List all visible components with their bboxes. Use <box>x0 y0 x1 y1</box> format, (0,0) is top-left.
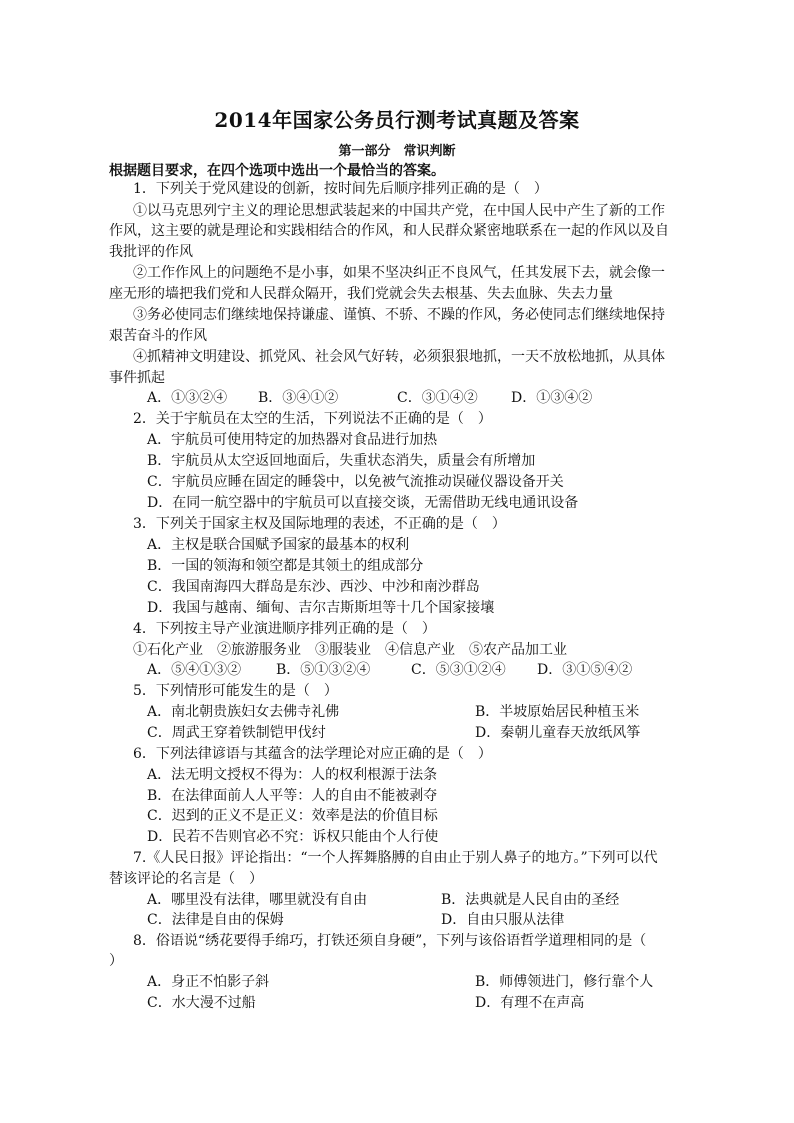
question-stem-line-1: 8．俗语说“绣花要得手绵巧，打铁还须自身硬”，下列与该俗语哲学道理相同的是（ <box>133 933 647 949</box>
instructions: 根据题目要求，在四个选项中选出一个最恰当的答案。 <box>109 163 445 179</box>
option-a: A．宇航员可使用特定的加热器对食品进行加热 <box>147 432 438 448</box>
option-c: C．迟到的正义不是正义：效率是法的价值目标 <box>147 808 438 824</box>
option-a: A．南北朝贵族妇女去佛寺礼佛 <box>147 704 340 720</box>
option-d: D．秦朝儿童春天放纸风筝 <box>475 725 641 741</box>
option-d: D．自由只服从法律 <box>441 912 565 928</box>
option-c: C．周武王穿着铁制铠甲伐纣 <box>147 725 326 741</box>
question-stem: 4．下列按主导产业演进顺序排列正确的是（ ） <box>133 621 436 637</box>
option-d: D．在同一航空器中的宇航员可以直接交谈，无需借助无线电通讯设备 <box>147 495 579 511</box>
option-c: C．法律是自由的保姆 <box>147 912 284 928</box>
statement-4-line-2: 事件抓起 <box>109 370 165 386</box>
statement-3-line-1: ③务必使同志们继续地保持谦虚、谨慎、不骄、不躁的作风，务必使同志们继续地保持 <box>133 307 665 323</box>
option-b: B．③④①② <box>258 390 339 406</box>
option-b: B．在法律面前人人平等：人的自由不能被剥夺 <box>147 788 438 804</box>
statement-2-line-1: ②工作作风上的问题绝不是小事，如果不坚决纠正不良风气，任其发展下去，就会像一 <box>133 265 665 281</box>
question-stem-line-1: 7.《人民日报》评论指出：“一个人挥舞胳膊的自由止于别人鼻子的地方。”下列可以代 <box>133 850 658 866</box>
statement-2-line-2: 座无形的墙把我们党和人民群众隔开，我们党就会失去根基、失去血脉、失去力量 <box>109 286 613 302</box>
option-a: A．⑤④①③② <box>147 662 242 678</box>
option-b: B．宇航员从太空返回地面后，失重状态消失，质量会有所增加 <box>147 453 536 469</box>
option-a: A．①③②④ <box>147 390 228 406</box>
question-stem: 3．下列关于国家主权及国际地理的表述，不正确的是（ ） <box>133 516 506 532</box>
option-d: D．①③④② <box>511 390 593 406</box>
option-d: D．我国与越南、缅甸、吉尔吉斯斯坦等十几个国家接壤 <box>147 600 495 616</box>
question-stem: 1．下列关于党风建设的创新，按时间先后顺序排列正确的是（ ） <box>133 181 548 197</box>
section-heading: 第一部分 常识判断 <box>338 144 456 159</box>
option-b: B．法典就是人民自由的圣经 <box>441 892 620 908</box>
question-stem-line-2: 替该评论的名言是（ ） <box>109 871 263 887</box>
question-stem: 5．下列情形可能发生的是（ ） <box>133 683 338 699</box>
option-b: B．⑤①③②④ <box>276 662 371 678</box>
option-d: D．有理不在声高 <box>475 995 585 1011</box>
option-a: A．身正不怕影子斜 <box>147 974 270 990</box>
option-a: A．主权是联合国赋予国家的最基本的权利 <box>147 537 410 553</box>
statement-1-line-1: ①以马克思列宁主义的理论思想武装起来的中国共产党，在中国人民中产生了新的工作 <box>133 203 665 219</box>
question-stem: 2．关于宇航员在太空的生活，下列说法不正确的是（ ） <box>133 411 492 427</box>
option-b: B．半坡原始居民种植玉米 <box>475 704 640 720</box>
document-title: 2014年国家公务员行测考试真题及答案 <box>214 108 580 132</box>
option-c: C．③①④② <box>397 390 478 406</box>
option-d: D．民若不告则官必不究：诉权只能由个人行使 <box>147 829 439 845</box>
option-b: B．师傅领进门，修行靠个人 <box>475 974 654 990</box>
option-c: C．我国南海四大群岛是东沙、西沙、中沙和南沙群岛 <box>147 579 480 595</box>
option-c: C．宇航员应睡在固定的睡袋中，以免被气流推动误碰仪器设备开关 <box>147 474 564 490</box>
item-list: ①石化产业 ②旅游服务业 ③服装业 ④信息产业 ⑤农产品加工业 <box>133 642 567 658</box>
option-d: D．③①⑤④② <box>537 662 633 678</box>
statement-3-line-2: 艰苦奋斗的作风 <box>109 328 207 344</box>
option-c: C．水大漫不过船 <box>147 995 256 1011</box>
statement-1-line-2: 作风，这主要的就是理论和实践相结合的作风，和人民群众紧密地联系在一起的作风以及自 <box>109 223 669 239</box>
question-stem-line-2: ） <box>109 953 123 969</box>
option-a: A．哪里没有法律，哪里就没有自由 <box>147 892 368 908</box>
statement-4-line-1: ④抓精神文明建设、抓党风、社会风气好转，必须狠狠地抓，一天不放松地抓，从具体 <box>133 349 665 365</box>
statement-1-line-3: 我批评的作风 <box>109 244 193 260</box>
option-b: B．一国的领海和领空都是其领土的组成部分 <box>147 558 424 574</box>
option-c: C．⑤③①②④ <box>411 662 506 678</box>
option-a: A．法无明文授权不得为：人的权利根源于法条 <box>147 767 438 783</box>
question-stem: 6．下列法律谚语与其蕴含的法学理论对应正确的是（ ） <box>133 746 492 762</box>
